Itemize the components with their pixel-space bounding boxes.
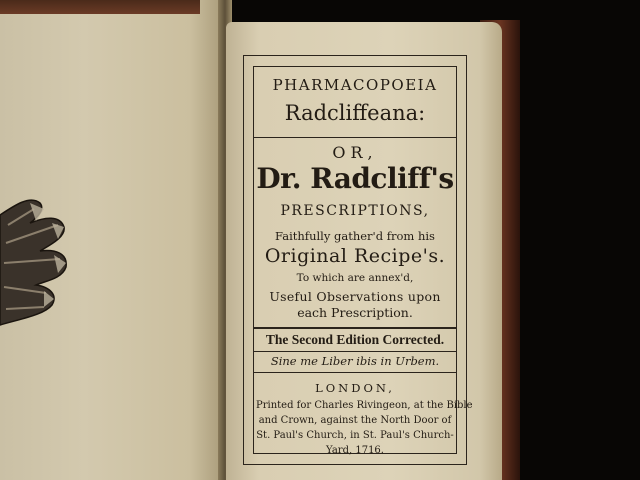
title-line-prescriptions: PRESCRIPTIONS, — [280, 203, 430, 219]
rule-under-title — [253, 137, 457, 138]
latin-motto: Sine me Liber ibis in Urbem. — [270, 354, 440, 368]
rule-above-edition — [253, 327, 457, 329]
imprint-city: LONDON, — [315, 381, 395, 395]
title-line-dr-radcliff: Dr. Radcliff's — [256, 162, 454, 195]
left-cover-edge — [0, 0, 200, 14]
subtitle-original-recipes: Original Recipe's. — [264, 245, 446, 267]
imprint-line: and Crown, against the North Door of — [258, 415, 452, 426]
subtitle-useful-observations: Useful Observations upon — [269, 289, 441, 304]
subtitle-faithfully-gathered: Faithfully gather'd from his — [275, 229, 435, 243]
subtitle-each-prescription: each Prescription. — [297, 305, 413, 320]
rule-above-imprint — [253, 372, 457, 373]
title-line-or: OR, — [332, 143, 378, 162]
title-line-pharmacopoeia: PHARMACOPOEIA — [272, 76, 438, 94]
imprint — [256, 398, 473, 458]
subtitle-annexed: To which are annex'd, — [296, 272, 414, 284]
imprint-line: St. Paul's Church, in St. Paul's Church- — [256, 430, 454, 441]
engraved-hand-illustration — [0, 195, 75, 345]
rule-below-edition — [253, 351, 457, 352]
imprint-line: Printed for Charles Rivingeon, at the Bible — [256, 400, 473, 411]
imprint-line: Yard, 1716. — [326, 445, 384, 456]
title-line-radcliffeana: Radcliffeana: — [284, 101, 426, 125]
edition-statement: The Second Edition Corrected. — [265, 332, 445, 347]
